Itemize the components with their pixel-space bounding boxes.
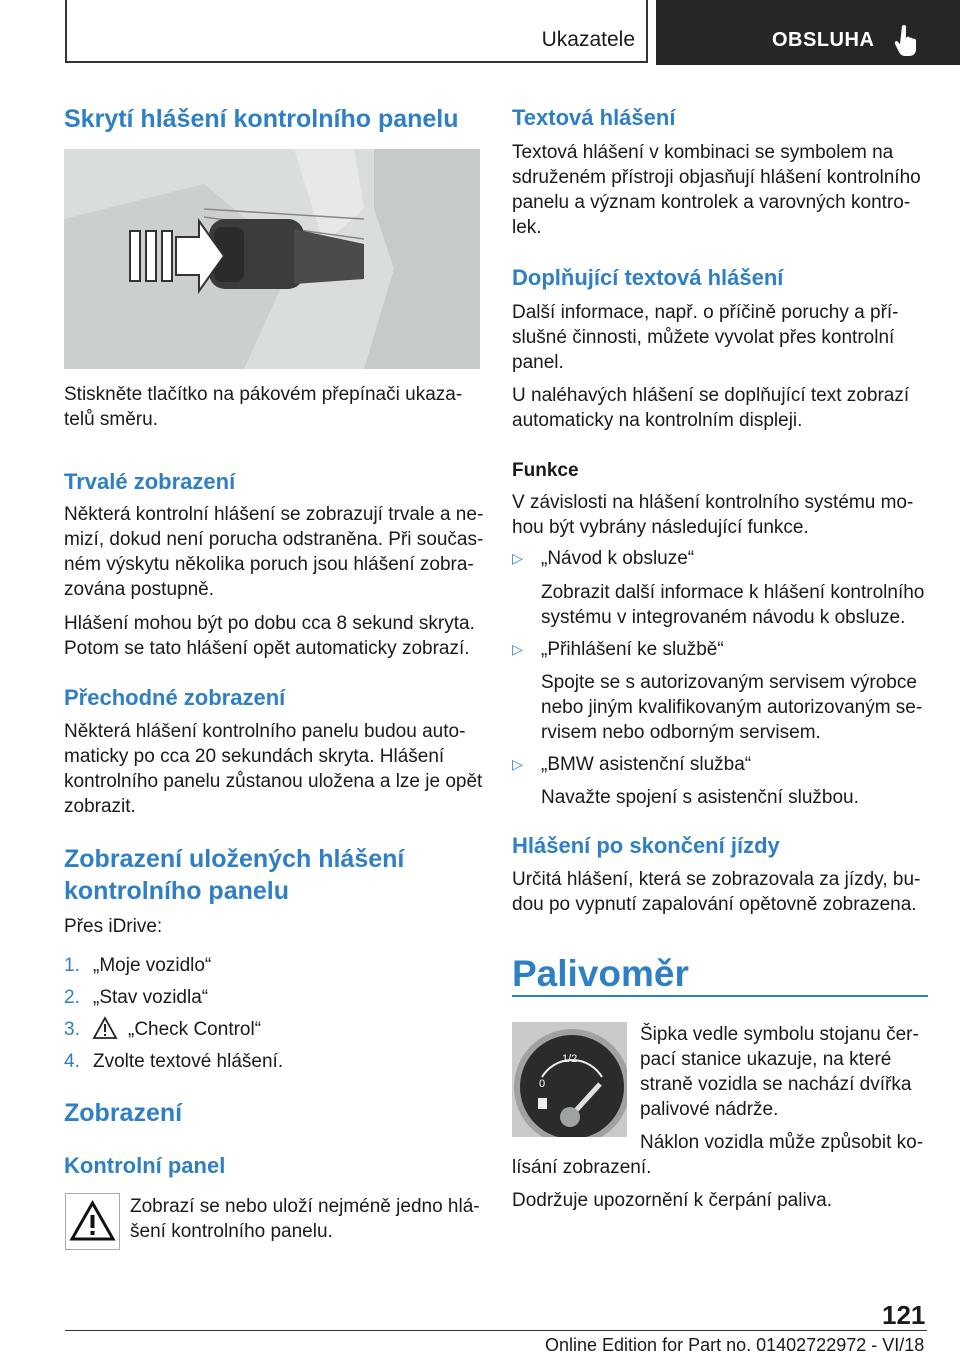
heading-kontrolni-panel: Kontrolní panel — [64, 1153, 226, 1178]
para-palivomer-7: Dodržuje upozornění k čerpání paliva. — [512, 1190, 833, 1211]
para-prech-3: kontrolního panelu zůstanou uložena a lze je opět — [64, 771, 483, 792]
para-trvale-3: ném výskytu několika poruch jsou hlášení zobra- — [64, 554, 474, 575]
step-text: „Stav vozidla“ — [93, 987, 209, 1008]
para-prech-4: zobrazit. — [64, 796, 136, 817]
warning-box-icon — [65, 1193, 120, 1250]
heading-zobrazeni: Zobrazení — [64, 1099, 183, 1127]
para-trvale-2: mizí, dokud není porucha odstraněna. Při součas- — [64, 529, 484, 550]
para-doplnujici-3: panel. — [512, 352, 564, 373]
para-palivomer-4: palivové nádrže. — [640, 1099, 779, 1120]
para-textova-3: panelu a význam kontrolek a varovných kontro- — [512, 192, 911, 213]
heading-palivomer: Palivoměr — [512, 953, 689, 994]
para-kp-1: Zobrazí se nebo uloží nejméně jedno hlá- — [130, 1196, 480, 1217]
heading-ulozenych-1: Zobrazení uložených hlášení — [64, 845, 405, 873]
para-textova-4: lek. — [512, 217, 542, 238]
stalk-button-illustration — [64, 149, 480, 369]
step-text: „Moje vozidlo“ — [93, 955, 212, 976]
bullet-title: „Návod k obsluze“ — [541, 548, 695, 569]
step-number: 1. — [64, 955, 80, 976]
para-prech-2: maticky po cca 20 sekundách skryta. Hlášení — [64, 746, 445, 767]
para-textova-2: sdruženém přístroji objasňují hlášení kontrolního — [512, 167, 921, 188]
bullet-text: Spojte se s autorizovaným servisem výrobce — [541, 672, 917, 693]
gauge-zero-label: 0 — [539, 1078, 546, 1090]
para-pres-idrive: Přes iDrive: — [64, 916, 163, 937]
heading-ulozenych-2: kontrolního panelu — [64, 877, 289, 905]
heading-skryti: Skrytí hlášení kontrolního panelu — [64, 105, 459, 133]
edition-note: Online Edition for Part no. 01402722972 - VI/18 — [545, 1335, 925, 1355]
warning-triangle-icon — [92, 1016, 118, 1040]
step-number: 4. — [64, 1051, 80, 1072]
bullet-text: Zobrazit další informace k hlášení kontrolního — [541, 582, 925, 603]
para-palivomer-5: Náklon vozidla může způsobit ko- — [640, 1132, 924, 1153]
heading-doplnujici: Doplňující textová hlášení — [512, 265, 784, 290]
heading-po-skonceni: Hlášení po skončení jízdy — [512, 833, 780, 858]
bullet-title: „Přihlášení ke službě“ — [541, 639, 724, 660]
para-funkce-2: hou být vybrány následující funkce. — [512, 517, 809, 538]
para-funkce-1: V závislosti na hlášení kontrolního systému mo- — [512, 492, 914, 513]
para-kp-2: šení kontrolního panelu. — [130, 1221, 333, 1242]
para-textova-1: Textová hlášení v kombinaci se symbolem na — [512, 142, 894, 163]
chapter-title: OBSLUHA — [772, 29, 875, 51]
heading-textova: Textová hlášení — [512, 105, 676, 130]
bullet-triangle-icon: ▷ — [512, 756, 523, 772]
step-text: „Check Control“ — [128, 1019, 262, 1040]
pointing-hand-icon — [893, 24, 921, 56]
section-title: Ukazatele — [541, 28, 635, 51]
bullet-triangle-icon: ▷ — [512, 641, 523, 657]
bullet-text: Navažte spojení s asistenční službou. — [541, 787, 859, 808]
para-doplnujici-5: automaticky na kontrolním displeji. — [512, 410, 803, 431]
para-stisknete-1: Stiskněte tlačítko na pákovém přepínači ukaza- — [64, 384, 463, 405]
bullet-text: rvisem nebo odborným servisem. — [541, 722, 821, 743]
para-palivomer-1: Šipka vedle symbolu stojanu čer- — [640, 1024, 919, 1045]
para-trvale-5: Hlášení mohou být po dobu cca 8 sekund skryta. — [64, 613, 475, 634]
para-po-skonceni-2: dou po vypnutí zapalování opětovně zobrazena. — [512, 894, 917, 915]
heading-prechodne: Přechodné zobrazení — [64, 685, 286, 710]
gauge-half-label: 1/2 — [562, 1053, 578, 1065]
heading-trvale: Trvalé zobrazení — [64, 469, 236, 494]
footer-rule — [65, 1330, 927, 1331]
para-prech-1: Některá hlášení kontrolního panelu budou auto- — [64, 721, 466, 742]
page-number: 121 — [882, 1300, 926, 1330]
para-trvale-4: zována postupně. — [64, 579, 215, 600]
bullet-triangle-icon: ▷ — [512, 550, 523, 566]
step-number: 3. — [64, 1019, 80, 1040]
para-trvale-1: Některá kontrolní hlášení se zobrazují trvale a ne- — [64, 504, 484, 525]
bullet-title: „BMW asistenční služba“ — [541, 754, 752, 775]
step-number: 2. — [64, 987, 80, 1008]
para-stisknete-2: telů směru. — [64, 409, 158, 430]
para-doplnujici-1: Další informace, např. o příčině poruchy a pří- — [512, 302, 899, 323]
para-palivomer-6: lísání zobrazení. — [512, 1157, 652, 1178]
subheading-funkce: Funkce — [512, 460, 579, 481]
fuel-gauge-illustration — [512, 1022, 627, 1137]
para-doplnujici-2: slušné činnosti, můžete vyvolat přes kontrolní — [512, 327, 895, 348]
para-doplnujici-4: U naléhavých hlášení se doplňující text zobrazí — [512, 385, 910, 406]
step-text: Zvolte textové hlášení. — [93, 1051, 284, 1072]
heading-rule — [512, 995, 928, 997]
bullet-text: nebo jiným kvalifikovaným autorizovaným se- — [541, 697, 923, 718]
bullet-text: systému v integrovaném návodu k obsluze. — [541, 607, 906, 628]
para-palivomer-3: straně vozidla se nachází dvířka — [640, 1074, 912, 1095]
para-trvale-6: Potom se tato hlášení opět automaticky zobrazí. — [64, 638, 470, 659]
para-po-skonceni-1: Určitá hlášení, která se zobrazovala za jízdy, bu- — [512, 869, 921, 890]
para-palivomer-2: pací stanice ukazuje, na které — [640, 1049, 892, 1070]
